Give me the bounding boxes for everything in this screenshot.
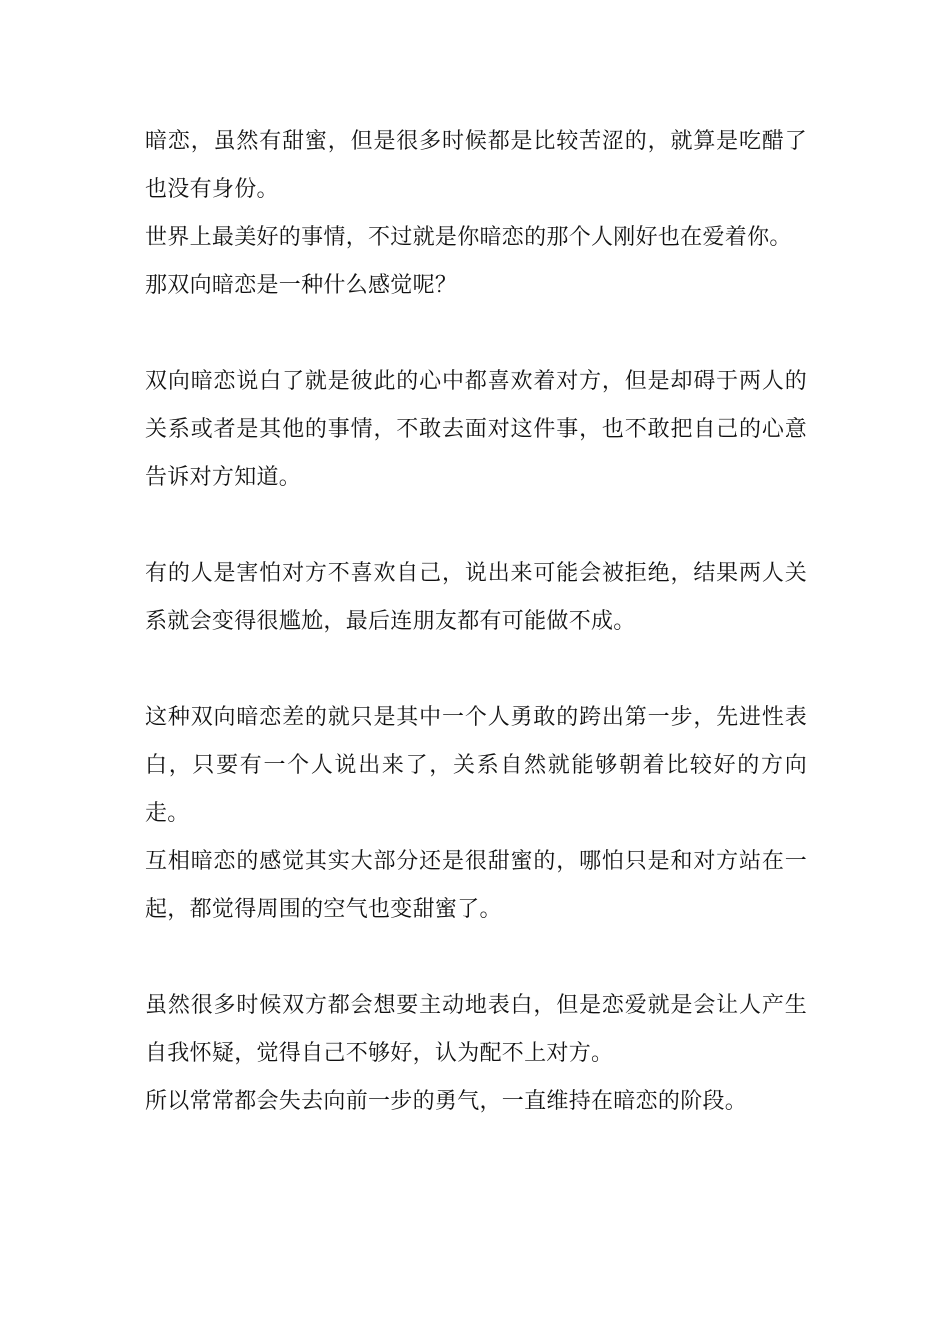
paragraph: 有的人是害怕对方不喜欢自己，说出来可能会被拒绝，结果两人关系就会变得很尴尬，最后连朋友都有可能做不成。 (145, 561, 807, 634)
paragraph: 世界上最美好的事情，不过就是你暗恋的那个人刚好也在爱着你。 (145, 225, 792, 250)
paragraph-gap (145, 502, 807, 550)
paragraph: 暗恋，虽然有甜蜜，但是很多时候都是比较苦涩的，就算是吃醋了也没有身份。 (145, 129, 807, 202)
paragraph: 双向暗恋说白了就是彼此的心中都喜欢着对方，但是却碍于两人的关系或者是其他的事情，不敢去面对这件事，也不敢把自己的心意告诉对方知道。 (145, 369, 807, 490)
paragraph: 那双向暗恋是一种什么感觉呢？ (145, 273, 458, 298)
paragraph-gap (145, 646, 807, 694)
article-body (145, 118, 807, 1126)
paragraph: 所以常常都会失去向前一步的勇气，一直维持在暗恋的阶段。 (145, 1089, 748, 1114)
paragraph: 互相暗恋的感觉其实大部分还是很甜蜜的，哪怕只是和对方站在一起，都觉得周围的空气也变甜蜜了。 (145, 849, 807, 922)
paragraph: 虽然很多时候双方都会想要主动地表白，但是恋爱就是会让人产生自我怀疑，觉得自己不够好，认为配不上对方。 (145, 993, 807, 1066)
paragraph-gap (145, 934, 807, 982)
paragraph: 这种双向暗恋差的就只是其中一个人勇敢的跨出第一步，先进性表白，只要有一个人说出来了，关系自然就能够朝着比较好的方向走。 (145, 705, 807, 826)
paragraph-gap (145, 310, 807, 358)
